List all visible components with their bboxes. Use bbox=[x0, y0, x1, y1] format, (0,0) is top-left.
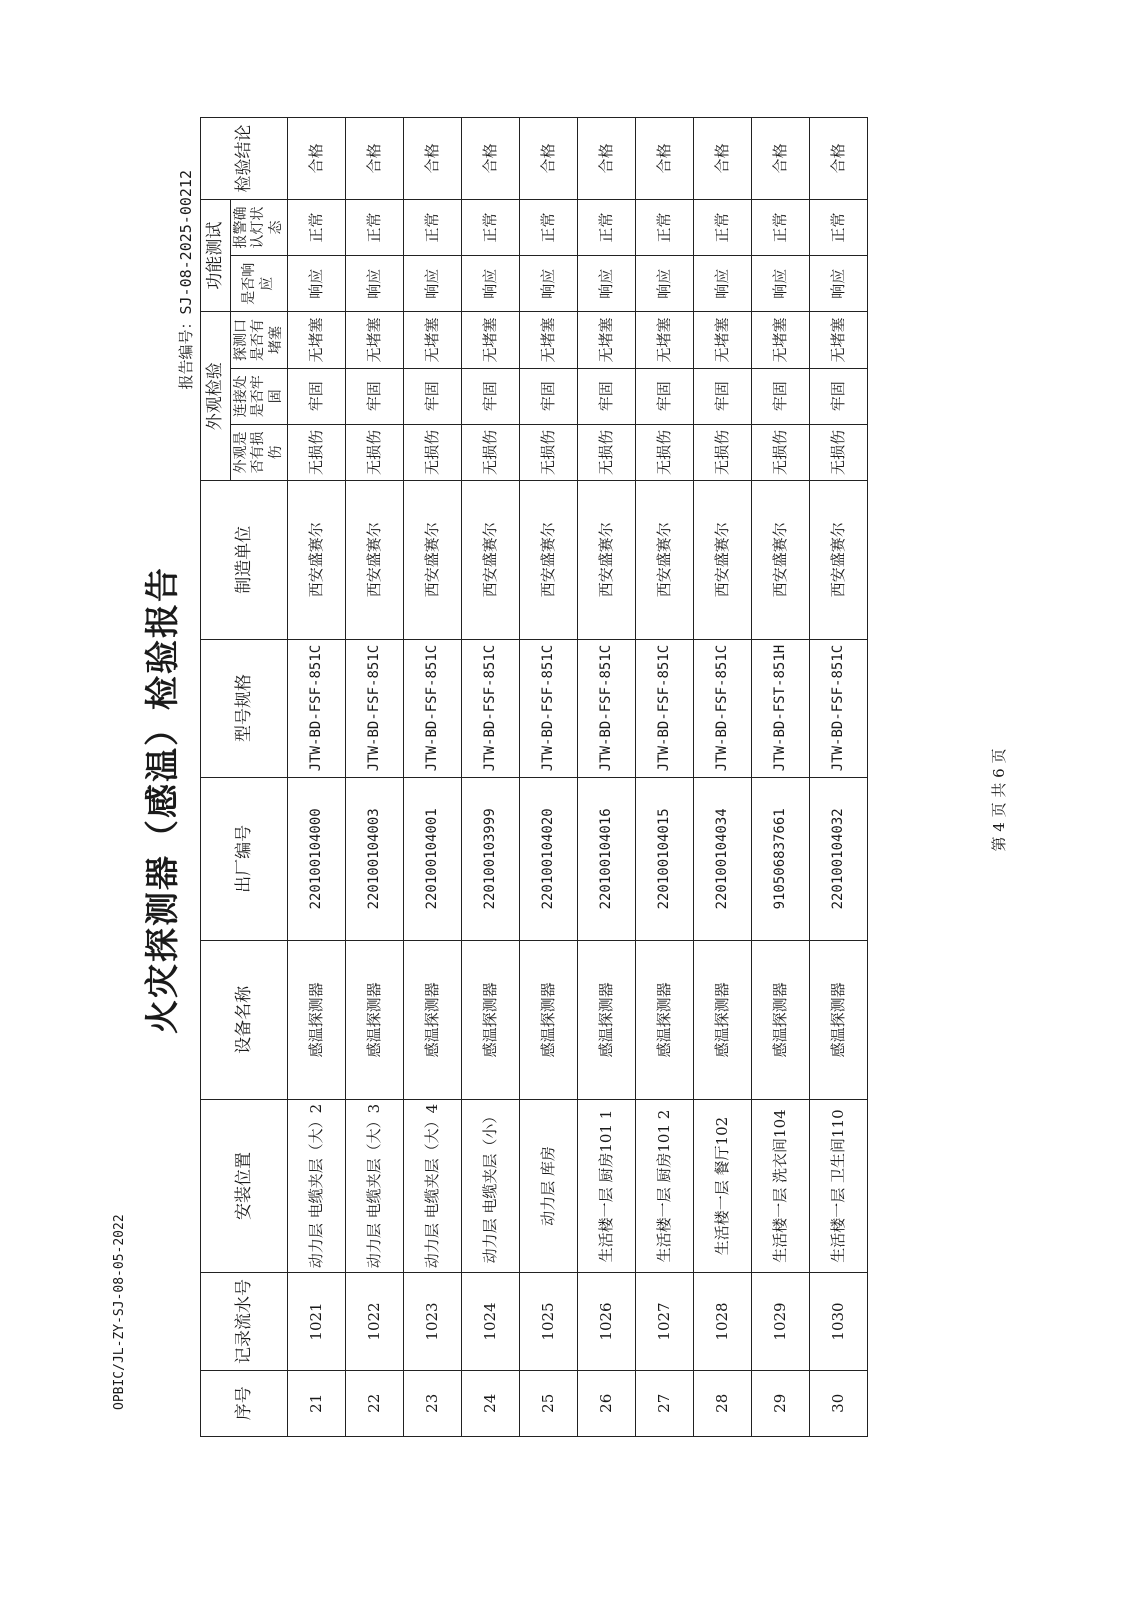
inspection-table bbox=[200, 117, 868, 1437]
cell-conclusion: 合格 bbox=[636, 118, 694, 200]
form-code: OPBIC/JL-ZY-SJ-08-05-2022 bbox=[112, 1214, 127, 1410]
cell-record-no: 1030 bbox=[810, 1273, 868, 1370]
cell-conclusion: 合格 bbox=[810, 118, 868, 200]
cell-connection: 牢固 bbox=[346, 368, 404, 424]
cell-alarm-light: 正常 bbox=[636, 199, 694, 255]
cell-alarm-light: 正常 bbox=[810, 199, 868, 255]
cell-port: 无堵塞 bbox=[346, 312, 404, 368]
cell-record-no: 1028 bbox=[694, 1273, 752, 1370]
cell-device-name: 感温探测器 bbox=[694, 941, 752, 1099]
cell-appearance: 无损伤 bbox=[288, 424, 346, 480]
cell-seq: 27 bbox=[636, 1370, 694, 1436]
cell-port: 无堵塞 bbox=[694, 312, 752, 368]
cell-factory-no: 910506837661 bbox=[752, 777, 810, 941]
cell-factory-no: 220100104001 bbox=[404, 777, 462, 941]
cell-appearance: 无损伤 bbox=[810, 424, 868, 480]
table-row bbox=[462, 118, 520, 1437]
header-port-blocked: 探测口是否有堵塞 bbox=[230, 312, 288, 368]
header-appearance-damage: 外观是否有损伤 bbox=[230, 424, 288, 480]
cell-appearance: 无损伤 bbox=[462, 424, 520, 480]
header-location: 安装位置 bbox=[201, 1099, 288, 1273]
cell-record-no: 1022 bbox=[346, 1273, 404, 1370]
report-number: 报告编号：SJ-08-2025-00212 bbox=[177, 170, 195, 390]
cell-location: 生活楼一层 厨房101 1 bbox=[578, 1099, 636, 1273]
cell-device-name: 感温探测器 bbox=[578, 941, 636, 1099]
cell-appearance: 无损伤 bbox=[636, 424, 694, 480]
cell-connection: 牢固 bbox=[520, 368, 578, 424]
cell-seq: 21 bbox=[288, 1370, 346, 1436]
cell-alarm-light: 正常 bbox=[288, 199, 346, 255]
header-factory-no: 出厂编号 bbox=[201, 777, 288, 941]
cell-location: 动力层 库房 bbox=[520, 1099, 578, 1273]
cell-manufacturer: 西安盛赛尔 bbox=[404, 481, 462, 639]
cell-record-no: 1023 bbox=[404, 1273, 462, 1370]
cell-model: JTW-BD-FSF-851C bbox=[404, 639, 462, 777]
cell-connection: 牢固 bbox=[752, 368, 810, 424]
cell-port: 无堵塞 bbox=[636, 312, 694, 368]
cell-manufacturer: 西安盛赛尔 bbox=[810, 481, 868, 639]
cell-connection: 牢固 bbox=[462, 368, 520, 424]
cell-appearance: 无损伤 bbox=[404, 424, 462, 480]
cell-conclusion: 合格 bbox=[346, 118, 404, 200]
cell-record-no: 1026 bbox=[578, 1273, 636, 1370]
cell-connection: 牢固 bbox=[694, 368, 752, 424]
cell-conclusion: 合格 bbox=[288, 118, 346, 200]
cell-conclusion: 合格 bbox=[694, 118, 752, 200]
cell-port: 无堵塞 bbox=[578, 312, 636, 368]
cell-response: 响应 bbox=[462, 256, 520, 312]
cell-port: 无堵塞 bbox=[462, 312, 520, 368]
cell-appearance: 无损伤 bbox=[346, 424, 404, 480]
cell-location: 动力层 电缆夹层（大）3 bbox=[346, 1099, 404, 1273]
cell-alarm-light: 正常 bbox=[404, 199, 462, 255]
cell-seq: 23 bbox=[404, 1370, 462, 1436]
table-row bbox=[288, 118, 346, 1437]
cell-response: 响应 bbox=[288, 256, 346, 312]
cell-factory-no: 220100104016 bbox=[578, 777, 636, 941]
cell-seq: 30 bbox=[810, 1370, 868, 1436]
cell-seq: 22 bbox=[346, 1370, 404, 1436]
cell-connection: 牢固 bbox=[578, 368, 636, 424]
cell-factory-no: 220100104000 bbox=[288, 777, 346, 941]
table-row bbox=[752, 118, 810, 1437]
cell-factory-no: 220100104015 bbox=[636, 777, 694, 941]
cell-factory-no: 220100104003 bbox=[346, 777, 404, 941]
cell-response: 响应 bbox=[694, 256, 752, 312]
cell-response: 响应 bbox=[810, 256, 868, 312]
cell-manufacturer: 西安盛赛尔 bbox=[578, 481, 636, 639]
cell-response: 响应 bbox=[636, 256, 694, 312]
header-alarm-light: 报警确认灯状态 bbox=[230, 199, 288, 255]
cell-location: 动力层 电缆夹层（大）4 bbox=[404, 1099, 462, 1273]
header-manufacturer: 制造单位 bbox=[201, 481, 288, 639]
cell-location: 动力层 电缆夹层（小） bbox=[462, 1099, 520, 1273]
cell-seq: 28 bbox=[694, 1370, 752, 1436]
cell-model: JTW-BD-FSF-851C bbox=[578, 639, 636, 777]
cell-port: 无堵塞 bbox=[520, 312, 578, 368]
cell-alarm-light: 正常 bbox=[520, 199, 578, 255]
header-device-name: 设备名称 bbox=[201, 941, 288, 1099]
cell-conclusion: 合格 bbox=[462, 118, 520, 200]
cell-appearance: 无损伤 bbox=[752, 424, 810, 480]
cell-location: 生活楼一层 卫生间110 bbox=[810, 1099, 868, 1273]
cell-factory-no: 220100103999 bbox=[462, 777, 520, 941]
cell-port: 无堵塞 bbox=[810, 312, 868, 368]
table-row bbox=[636, 118, 694, 1437]
cell-device-name: 感温探测器 bbox=[810, 941, 868, 1099]
cell-manufacturer: 西安盛赛尔 bbox=[462, 481, 520, 639]
cell-device-name: 感温探测器 bbox=[752, 941, 810, 1099]
header-seq: 序号 bbox=[201, 1370, 288, 1436]
cell-response: 响应 bbox=[404, 256, 462, 312]
cell-seq: 29 bbox=[752, 1370, 810, 1436]
cell-location: 生活楼一层 餐厅102 bbox=[694, 1099, 752, 1273]
cell-seq: 26 bbox=[578, 1370, 636, 1436]
cell-model: JTW-BD-FST-851H bbox=[752, 639, 810, 777]
cell-device-name: 感温探测器 bbox=[288, 941, 346, 1099]
cell-record-no: 1025 bbox=[520, 1273, 578, 1370]
cell-seq: 24 bbox=[462, 1370, 520, 1436]
header-connection-firm: 连接处是否牢固 bbox=[230, 368, 288, 424]
cell-alarm-light: 正常 bbox=[462, 199, 520, 255]
cell-alarm-light: 正常 bbox=[752, 199, 810, 255]
cell-alarm-light: 正常 bbox=[694, 199, 752, 255]
cell-record-no: 1029 bbox=[752, 1273, 810, 1370]
cell-location: 生活楼一层 洗衣间104 bbox=[752, 1099, 810, 1273]
cell-connection: 牢固 bbox=[636, 368, 694, 424]
header-appearance-group: 外观检验 bbox=[201, 312, 231, 481]
header-model: 型号规格 bbox=[201, 639, 288, 777]
cell-model: JTW-BD-FSF-851C bbox=[694, 639, 752, 777]
cell-factory-no: 220100104020 bbox=[520, 777, 578, 941]
table-row bbox=[346, 118, 404, 1437]
cell-alarm-light: 正常 bbox=[578, 199, 636, 255]
header-conclusion: 检验结论 bbox=[201, 118, 288, 200]
cell-conclusion: 合格 bbox=[578, 118, 636, 200]
cell-model: JTW-BD-FSF-851C bbox=[288, 639, 346, 777]
cell-response: 响应 bbox=[520, 256, 578, 312]
cell-alarm-light: 正常 bbox=[346, 199, 404, 255]
cell-record-no: 1027 bbox=[636, 1273, 694, 1370]
cell-model: JTW-BD-FSF-851C bbox=[810, 639, 868, 777]
cell-connection: 牢固 bbox=[404, 368, 462, 424]
cell-device-name: 感温探测器 bbox=[404, 941, 462, 1099]
cell-model: JTW-BD-FSF-851C bbox=[520, 639, 578, 777]
cell-location: 动力层 电缆夹层（大）2 bbox=[288, 1099, 346, 1273]
cell-connection: 牢固 bbox=[288, 368, 346, 424]
page-number: 第 4 页 共 6 页 bbox=[990, 748, 1008, 852]
cell-device-name: 感温探测器 bbox=[462, 941, 520, 1099]
cell-device-name: 感温探测器 bbox=[520, 941, 578, 1099]
cell-conclusion: 合格 bbox=[404, 118, 462, 200]
cell-manufacturer: 西安盛赛尔 bbox=[520, 481, 578, 639]
cell-appearance: 无损伤 bbox=[520, 424, 578, 480]
cell-manufacturer: 西安盛赛尔 bbox=[694, 481, 752, 639]
cell-model: JTW-BD-FSF-851C bbox=[636, 639, 694, 777]
cell-port: 无堵塞 bbox=[404, 312, 462, 368]
table-row bbox=[520, 118, 578, 1437]
cell-record-no: 1021 bbox=[288, 1273, 346, 1370]
cell-conclusion: 合格 bbox=[752, 118, 810, 200]
cell-device-name: 感温探测器 bbox=[346, 941, 404, 1099]
header-record-no: 记录流水号 bbox=[201, 1273, 288, 1370]
cell-manufacturer: 西安盛赛尔 bbox=[752, 481, 810, 639]
cell-port: 无堵塞 bbox=[288, 312, 346, 368]
page-title: 火灾探测器（感温）检验报告 bbox=[143, 566, 183, 1034]
table-row bbox=[578, 118, 636, 1437]
table-row bbox=[694, 118, 752, 1437]
header-response: 是否响应 bbox=[230, 256, 288, 312]
cell-response: 响应 bbox=[578, 256, 636, 312]
cell-seq: 25 bbox=[520, 1370, 578, 1436]
cell-model: JTW-BD-FSF-851C bbox=[462, 639, 520, 777]
table-row bbox=[810, 118, 868, 1437]
cell-appearance: 无损伤 bbox=[694, 424, 752, 480]
cell-manufacturer: 西安盛赛尔 bbox=[636, 481, 694, 639]
cell-conclusion: 合格 bbox=[520, 118, 578, 200]
cell-manufacturer: 西安盛赛尔 bbox=[346, 481, 404, 639]
table-row bbox=[404, 118, 462, 1437]
cell-connection: 牢固 bbox=[810, 368, 868, 424]
cell-factory-no: 220100104034 bbox=[694, 777, 752, 941]
header-function-group: 功能测试 bbox=[201, 199, 231, 311]
cell-model: JTW-BD-FSF-851C bbox=[346, 639, 404, 777]
cell-device-name: 感温探测器 bbox=[636, 941, 694, 1099]
cell-response: 响应 bbox=[346, 256, 404, 312]
cell-factory-no: 220100104032 bbox=[810, 777, 868, 941]
cell-record-no: 1024 bbox=[462, 1273, 520, 1370]
cell-response: 响应 bbox=[752, 256, 810, 312]
cell-manufacturer: 西安盛赛尔 bbox=[288, 481, 346, 639]
cell-appearance: 无损伤 bbox=[578, 424, 636, 480]
cell-port: 无堵塞 bbox=[752, 312, 810, 368]
cell-location: 生活楼一层 厨房101 2 bbox=[636, 1099, 694, 1273]
